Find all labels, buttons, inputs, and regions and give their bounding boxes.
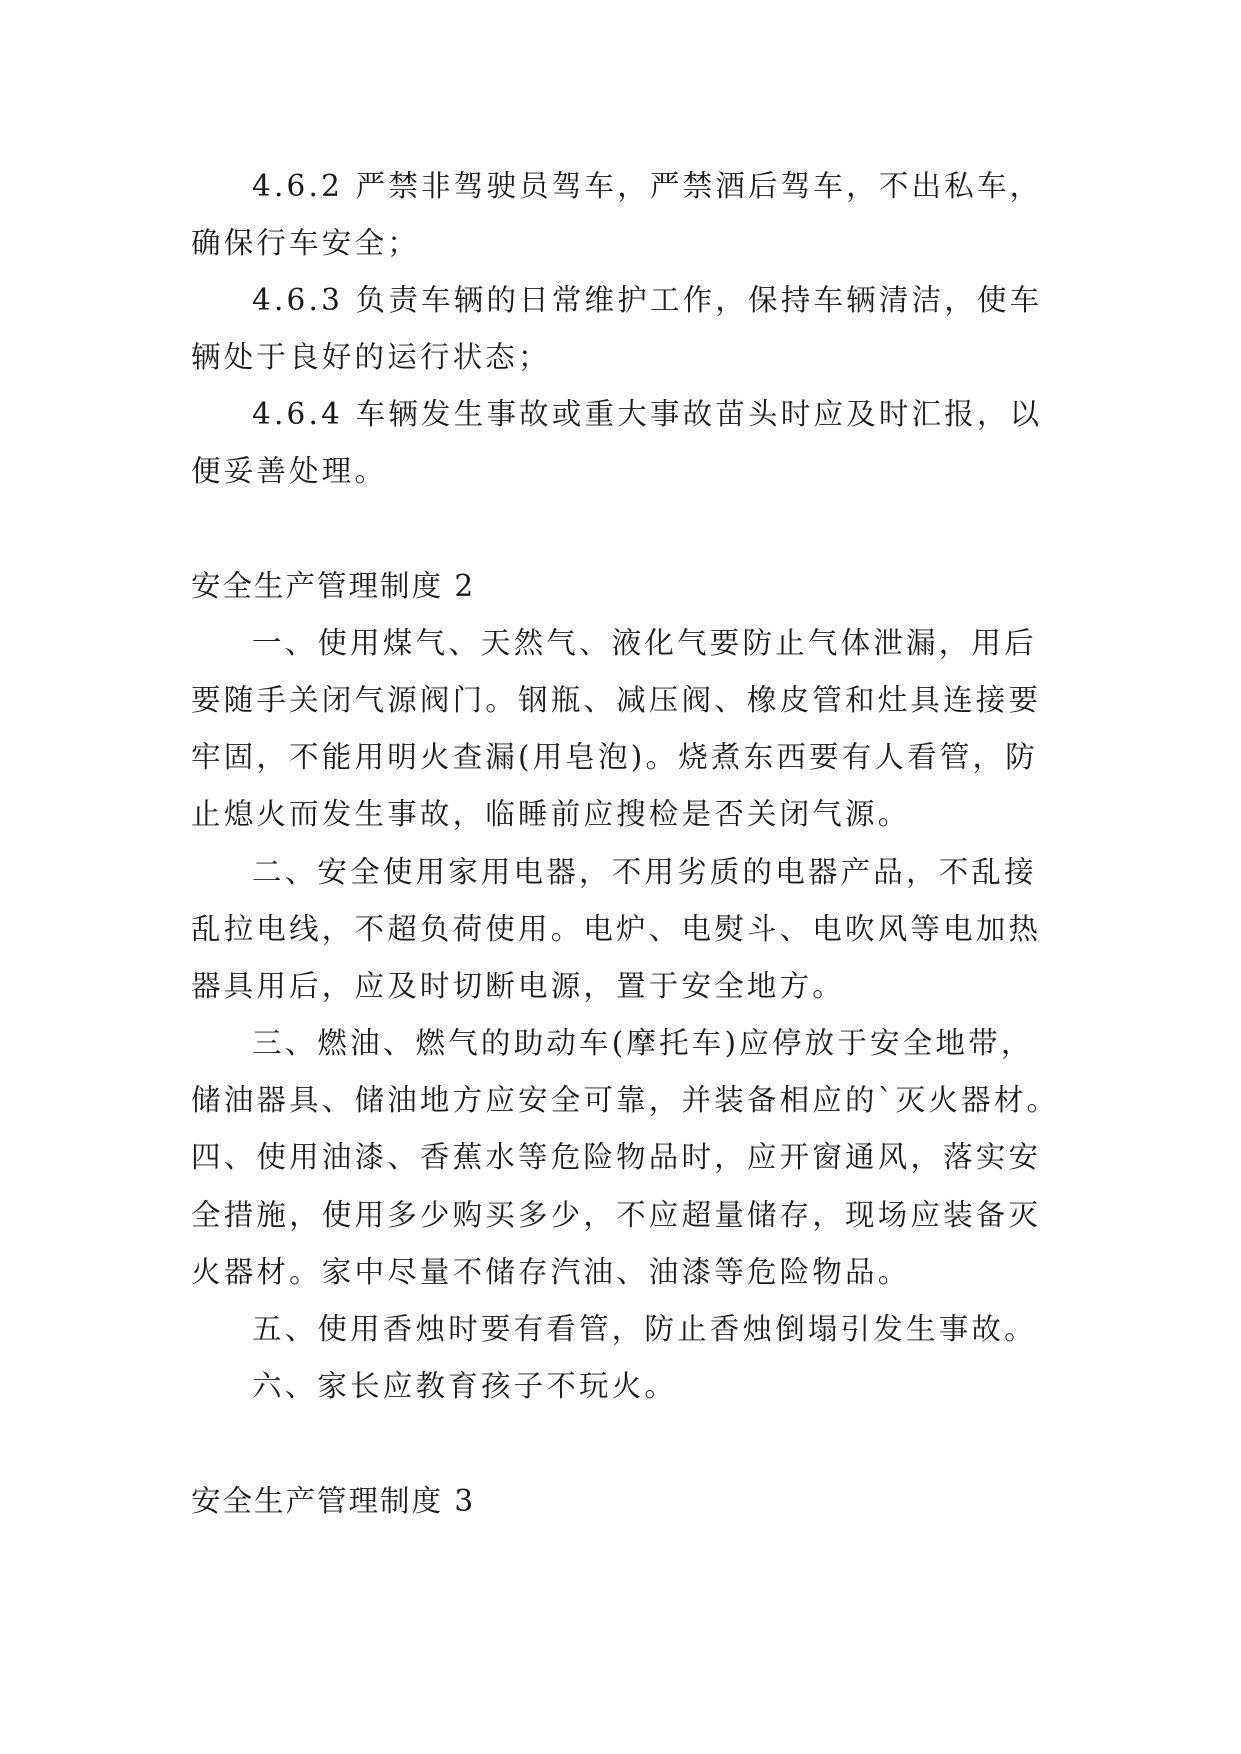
paragraph-line: 火器材。家中尽量不储存汽油、油漆等危险物品。 (191, 1255, 911, 1289)
paragraph-line: 二、安全使用家用电器，不用劣质的电器产品，不乱接 (252, 855, 1037, 889)
paragraph-line: 4.6.3 负责车辆的日常维护工作，保持车辆清洁，使车 (252, 283, 1043, 317)
paragraph-line: 器具用后，应及时切断电源，置于安全地方。 (191, 969, 846, 1003)
paragraph-line: 牢固，不能用明火查漏(用皂泡)。烧煮东西要有人看管，防 (191, 740, 1038, 774)
paragraph-line: 确保行车安全； (191, 226, 420, 260)
section-heading: 安全生产管理制度 3 (191, 1484, 476, 1518)
paragraph-line: 4.6.2 严禁非驾驶员驾车，严禁酒后驾车，不出私车， (252, 169, 1043, 203)
paragraph-line: 便妥善处理。 (191, 454, 388, 488)
section-heading: 安全生产管理制度 2 (191, 569, 476, 603)
paragraph-line: 三、燃油、燃气的助动车(摩托车)应停放于安全地带， (252, 1026, 1034, 1060)
paragraph-line: 乱拉电线，不超负荷使用。电炉、电熨斗、电吹风等电加热 (191, 912, 1042, 946)
paragraph-line: 全措施，使用多少购买多少，不应超量储存，现场应装备灭 (191, 1198, 1042, 1232)
paragraph-line: 4.6.4 车辆发生事故或重大事故苗头时应及时汇报，以 (252, 397, 1043, 431)
paragraph-line: 储油器具、储油地方应安全可靠，并装备相应的`灭火器材。 (191, 1083, 1060, 1117)
paragraph-line: 要随手关闭气源阀门。钢瓶、减压阀、橡皮管和灶具连接要 (191, 683, 1042, 717)
paragraph-line: 五、使用香烛时要有看管，防止香烛倒塌引发生事故。 (252, 1312, 1037, 1346)
paragraph-line: 六、家长应教育孩子不玩火。 (252, 1369, 678, 1403)
paragraph-line: 四、使用油漆、香蕉水等危险物品时，应开窗通风，落实安 (191, 1140, 1042, 1174)
paragraph-line: 辆处于良好的运行状态； (191, 340, 551, 374)
paragraph-line: 一、使用煤气、天然气、液化气要防止气体泄漏，用后 (252, 626, 1037, 660)
paragraph-line: 止熄火而发生事故，临睡前应搜检是否关闭气源。 (191, 797, 911, 831)
